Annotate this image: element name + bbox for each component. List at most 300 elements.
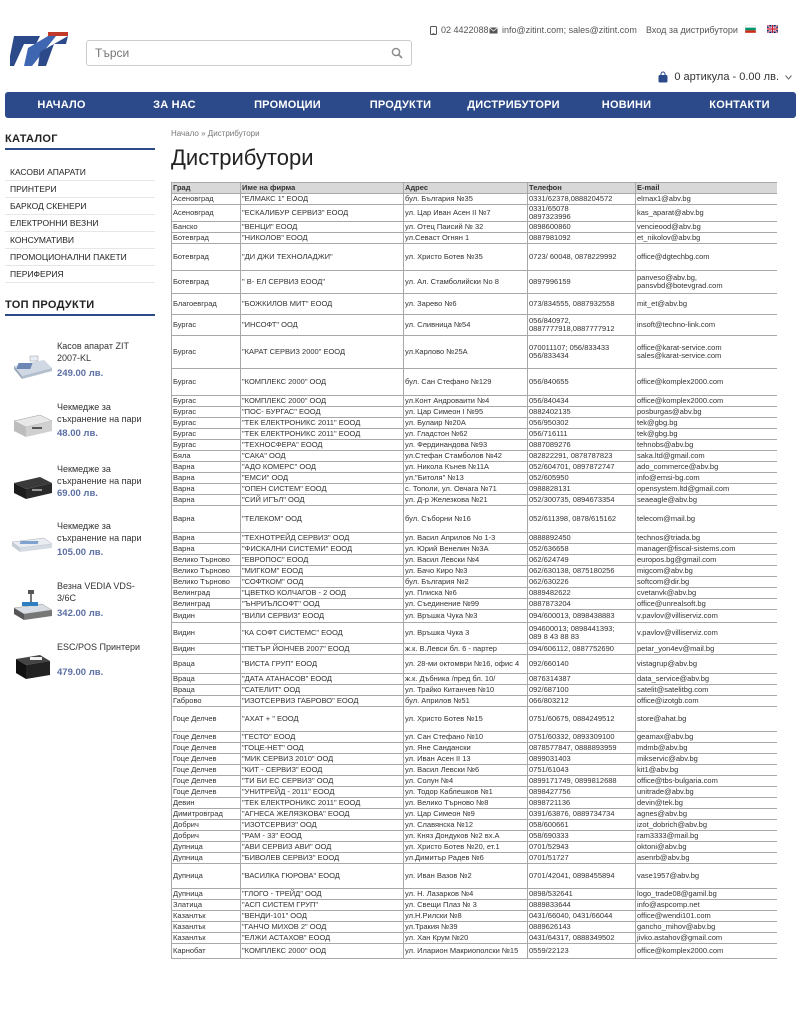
cell-company: "ГОЦЕ-НЕТ" ООД: [241, 743, 403, 753]
product-name[interactable]: ESC/POS Принтери: [57, 642, 141, 652]
cell-address: ул. Яне Сандански: [404, 743, 527, 753]
table-row: [172, 396, 777, 406]
cell-company: "КОМПЛЕКС 2000" ООД: [241, 396, 403, 406]
cell-email[interactable]: geamax@abv.bg: [636, 732, 777, 742]
cell-email[interactable]: panveso@abv.bg, pansvbd@botevgrad.com: [636, 271, 777, 293]
cell-phone: 062/630226: [528, 577, 635, 587]
cell-email[interactable]: office@komplex2000.com: [636, 944, 777, 958]
cell-city: Казанлък: [172, 922, 240, 932]
cart-summary[interactable]: [658, 71, 792, 83]
cell-email[interactable]: mikservic@abv.bg: [636, 754, 777, 764]
cell-phone: 0889833644: [528, 900, 635, 910]
cell-email[interactable]: tek@gbg.bg: [636, 418, 777, 428]
cell-address: ул. Цар Иван Асен II №7: [404, 205, 527, 221]
table-row: [172, 462, 777, 472]
main-navigation: [5, 92, 796, 118]
cell-city: Добрич: [172, 831, 240, 841]
cell-city: Банско: [172, 222, 240, 232]
table-row: [172, 473, 777, 483]
table-row: [172, 864, 777, 888]
cell-address: ул. Плиска №6: [404, 588, 527, 598]
top-products-title: ТОП ПРОДУКТИ: [5, 299, 95, 311]
search-input[interactable]: [87, 41, 377, 65]
nav-about[interactable]: ЗА НАС: [153, 99, 196, 111]
cell-city: Варна: [172, 484, 240, 494]
cell-phone: 0431/66040, 0431/66044: [528, 911, 635, 921]
table-row: [172, 900, 777, 910]
cell-email[interactable]: manager@fiscal-sistems.com: [636, 544, 777, 554]
cell-company: "БОЖКИЛОВ МИТ" ЕООД: [241, 294, 403, 314]
cell-company: "АГНЕСА ЖЕЛЯЗКОВА" ЕООД: [241, 809, 403, 819]
cell-address: ул. Съединение №99: [404, 599, 527, 609]
email-address[interactable]: info@zitint.com; sales@zitint.com: [502, 25, 637, 35]
cell-email[interactable]: saka.ltd@gmail.com: [636, 451, 777, 461]
cell-company: " В- ЕЛ СЕРВИЗ ЕООД": [241, 271, 403, 293]
cell-company: "ТЕХНОСФЕРА" ЕООД: [241, 440, 403, 450]
cell-phone: 0876314387: [528, 674, 635, 684]
cell-company: "ГЛОГО - ТРЕЙД" ООД: [241, 889, 403, 899]
cell-email[interactable]: office@unrealsoft.bg: [636, 599, 777, 609]
cell-phone: 0898721136: [528, 798, 635, 808]
cell-email[interactable]: oktoni@abv.bg: [636, 842, 777, 852]
cell-company: "ЦВЕТКО КОЛЧАГОВ - 2 ООД: [241, 588, 403, 598]
nav-contacts[interactable]: КОНТАКТИ: [709, 99, 770, 111]
category-item[interactable]: ПРИНТЕРИ: [5, 181, 155, 198]
cell-company: "ДАТА АТАНАСОВ" ЕООД: [241, 674, 403, 684]
cell-email[interactable]: asenrb@abv.bg: [636, 853, 777, 863]
cell-address: ул. Сан Стефано №10: [404, 732, 527, 742]
cell-company: "ТЕК ЕЛЕКТРОНИКС 2011" ЕООД: [241, 798, 403, 808]
cell-company: "ПЕТЪР ЙОНЧЕВ 2007" ЕООД: [241, 644, 403, 654]
cell-city: Димитровград: [172, 809, 240, 819]
table-row: [172, 765, 777, 775]
product-name[interactable]: Касов апарат ZIT 2007-KL: [57, 341, 129, 363]
cell-company: "ВИЛИ СЕРВИЗ" ЕООД: [241, 610, 403, 622]
cell-address: ул. Иван Асен II 13: [404, 754, 527, 764]
product-name[interactable]: Чекмедже за съхранение на пари: [57, 464, 142, 486]
cell-company: "ЕСКАЛИБУР СЕРВИЗ" ЕООД: [241, 205, 403, 221]
nav-promotions[interactable]: ПРОМОЦИИ: [254, 99, 321, 111]
cash-drawer-icon[interactable]: [10, 471, 54, 505]
envelope-icon: [489, 27, 498, 34]
cell-company: "САКА" ООД: [241, 451, 403, 461]
table-row: [172, 222, 777, 232]
cell-address: ж.к. В.Левси бл. 6 - партер: [404, 644, 527, 654]
cell-phone: 0391/63876, 0889734734: [528, 809, 635, 819]
product-card[interactable]: [5, 520, 155, 578]
cell-city: Бургас: [172, 369, 240, 395]
cell-phone: 0882402135: [528, 407, 635, 417]
product-name[interactable]: Везна VEDIA VDS-3/6C: [57, 581, 135, 603]
cell-address: ж.к. Дъбника /пред бл. 10/: [404, 674, 527, 684]
cell-phone: 094/600013, 0898438883: [528, 610, 635, 622]
table-row: [172, 369, 777, 395]
cell-email[interactable]: office@komplex2000.com: [636, 396, 777, 406]
cell-company: "АХАТ + " ЕООД: [241, 707, 403, 731]
cell-address: ул. Н. Лазарков №4: [404, 889, 527, 899]
cell-address: ул. Цар Симеон I №95: [404, 407, 527, 417]
distributor-login-label[interactable]: Вход за дистрибутори: [646, 25, 738, 35]
cell-email[interactable]: mdmb@abv.bg: [636, 743, 777, 753]
cell-phone: 0701/52943: [528, 842, 635, 852]
nav-products[interactable]: ПРОДУКТИ: [369, 99, 432, 111]
cell-company: "КАРАТ СЕРВИЗ 2000" ЕООД: [241, 336, 403, 368]
cell-address: ул. 28-ми октомври №16, офис 4: [404, 655, 527, 673]
cell-email[interactable]: satelit@satelitbg.com: [636, 685, 777, 695]
cell-email[interactable]: insoft@techno-link.com: [636, 315, 777, 335]
cell-email[interactable]: technos@triada.bg: [636, 533, 777, 543]
cell-phone: 094600013; 0898441393; 089 8 43 88 83: [528, 623, 635, 643]
cell-email[interactable]: office@komplex2000.com: [636, 369, 777, 395]
table-row: [172, 599, 777, 609]
table-row: [172, 577, 777, 587]
cell-phone: 0887981092: [528, 233, 635, 243]
cell-email[interactable]: office@izotgb.com: [636, 696, 777, 706]
cell-address: ул. Васил Левски №4: [404, 555, 527, 565]
cell-company: "КОМПЛЕКС 2000" ООД: [241, 369, 403, 395]
cell-address: ул. Отец Паисий № 32: [404, 222, 527, 232]
cell-phone: 052/605950: [528, 473, 635, 483]
cell-address: ул. Бачо Киро №3: [404, 566, 527, 576]
cell-address: ул. Цар Симеон №9: [404, 809, 527, 819]
cell-company: "ЕВРОПОС" ЕООД: [241, 555, 403, 565]
cell-address: ул.Карлово №25А: [404, 336, 527, 368]
cell-city: Враца: [172, 674, 240, 684]
cell-company: "ИЗОТСЕРВИЗ" ООД: [241, 820, 403, 830]
cell-email[interactable]: v.pavlov@villiserviz.com: [636, 623, 777, 643]
cell-email[interactable]: seaeagle@abv.bg: [636, 495, 777, 505]
cell-address: ул.Димитър Радев №6: [404, 853, 527, 863]
table-row: [172, 754, 777, 764]
cell-city: Бургас: [172, 336, 240, 368]
cell-company: "КОМПЛЕКС 2000" ООД: [241, 944, 403, 958]
cell-address: ул. Фердинандова №93: [404, 440, 527, 450]
cell-address: ул. Ал. Стамболийски No 8: [404, 271, 527, 293]
cash-register-icon[interactable]: [10, 348, 54, 382]
table-row: [172, 315, 777, 335]
cell-email[interactable]: et_nikolov@abv.bg: [636, 233, 777, 243]
table-row: [172, 555, 777, 565]
cell-email[interactable]: tek@gbg.bg: [636, 429, 777, 439]
cell-phone: 056/840655: [528, 369, 635, 395]
cell-company: "ИНСОФТ" ООД: [241, 315, 403, 335]
table-row: [172, 205, 777, 221]
cell-city: Ботевград: [172, 271, 240, 293]
breadcrumb-current: Дистрибутори: [207, 129, 260, 138]
table-row: [172, 623, 777, 643]
table-row: [172, 294, 777, 314]
cell-phone: 0899031403: [528, 754, 635, 764]
cell-email[interactable]: vencieood@abv.bg: [636, 222, 777, 232]
cell-phone: 0899171749, 0899812688: [528, 776, 635, 786]
category-list: [5, 164, 155, 283]
cell-email[interactable]: logo_trade08@gamil.bg: [636, 889, 777, 899]
table-row: [172, 685, 777, 695]
cell-city: Варна: [172, 495, 240, 505]
cell-city: Бургас: [172, 315, 240, 335]
cell-email[interactable]: kas_aparat@abv.bg: [636, 205, 777, 221]
cell-email[interactable]: info@aspcomp.net: [636, 900, 777, 910]
table-row: [172, 853, 777, 863]
cell-email[interactable]: office@karat-service.com sales@karat-service.com: [636, 336, 777, 368]
cell-company: "ГЕСТО" ЕООД: [241, 732, 403, 742]
table-row: [172, 787, 777, 797]
cell-phone: 066/803212: [528, 696, 635, 706]
cart-text[interactable]: 0 артикула - 0.00 лв.: [674, 71, 779, 83]
cell-email[interactable]: gancho_mihov@abv.bg: [636, 922, 777, 932]
cell-address: ул. Гладстон №62: [404, 429, 527, 439]
product-name[interactable]: Чекмедже за съхранение на пари: [57, 521, 142, 543]
category-item[interactable]: КАСОВИ АПАРАТИ: [5, 164, 155, 181]
cell-city: Видин: [172, 644, 240, 654]
cell-phone: 073/834555, 0887932558: [528, 294, 635, 314]
table-row: [172, 911, 777, 921]
column-header-company: Име на фирма: [241, 183, 403, 193]
cell-email[interactable]: vistagrup@abv.bg: [636, 655, 777, 673]
cell-phone: 0898427756: [528, 787, 635, 797]
cell-email[interactable]: agnes@abv.bg: [636, 809, 777, 819]
cell-city: Девин: [172, 798, 240, 808]
cell-email[interactable]: v.pavlov@villiserviz.com: [636, 610, 777, 622]
table-row: [172, 194, 777, 204]
table-row: [172, 944, 777, 958]
cell-phone: 092/687100: [528, 685, 635, 695]
category-item[interactable]: БАРКОД СКЕНЕРИ: [5, 198, 155, 215]
cell-address: ул. Васил Априлов No 1-3: [404, 533, 527, 543]
cell-company: "НИКОЛОВ" ЕООД: [241, 233, 403, 243]
cell-phone: 0723/ 60048, 0878229992: [528, 244, 635, 270]
cell-city: Дупница: [172, 889, 240, 899]
cell-city: Варна: [172, 462, 240, 472]
email-info: [489, 25, 637, 35]
cell-email[interactable]: posburgas@abv.bg: [636, 407, 777, 417]
product-price: 249.00 лв.: [57, 368, 104, 379]
cell-city: Велико Търново: [172, 566, 240, 576]
cell-address: ул. Свещи Плаз № 3: [404, 900, 527, 910]
table-row: [172, 233, 777, 243]
cell-address: бул. Априлов №51: [404, 696, 527, 706]
cell-phone: 0878577847, 0888893959: [528, 743, 635, 753]
table-row: [172, 544, 777, 554]
cell-email[interactable]: migcom@abv.bg: [636, 566, 777, 576]
cell-address: ул.Стефан Стамболов №42: [404, 451, 527, 461]
cell-email[interactable]: ado_commerce@abv.bg: [636, 462, 777, 472]
cell-email[interactable]: softcom@dir.bg: [636, 577, 777, 587]
nav-home[interactable]: НАЧАЛО: [37, 99, 86, 111]
cell-address: ул. Христо Ботев №15: [404, 707, 527, 731]
cell-address: ул.Конт Андроваити №4: [404, 396, 527, 406]
table-row: [172, 271, 777, 293]
cell-email[interactable]: unitrade@abv.bg: [636, 787, 777, 797]
cell-city: Варна: [172, 533, 240, 543]
column-header-email: E-mail: [636, 183, 777, 193]
category-item[interactable]: ПРОМОЦИОНАЛНИ ПАКЕТИ: [5, 249, 155, 266]
cell-phone: 0897996159: [528, 271, 635, 293]
table-row: [172, 418, 777, 428]
table-row: [172, 889, 777, 899]
table-row: [172, 588, 777, 598]
cell-email[interactable]: petar_yon4ev@mail.bg: [636, 644, 777, 654]
phone-icon: [430, 26, 437, 35]
table-row: [172, 533, 777, 543]
catalog-title: КАТАЛОГ: [5, 133, 58, 145]
product-card[interactable]: [5, 401, 155, 459]
cell-address: ул. Зарево №6: [404, 294, 527, 314]
cell-city: Гоце Делчев: [172, 732, 240, 742]
cell-company: "САТЕЛИТ" ООД: [241, 685, 403, 695]
column-header-city: Град: [172, 183, 240, 193]
cell-email[interactable]: jivko.astahov@gmail.com: [636, 933, 777, 943]
cell-phone: 082822291, 0878787823: [528, 451, 635, 461]
cell-email[interactable]: mit_et@abv.bg: [636, 294, 777, 314]
cell-company: "ЕЛМАКС 1" ЕООД: [241, 194, 403, 204]
cell-address: ул. Сливница №54: [404, 315, 527, 335]
table-row: [172, 922, 777, 932]
product-card[interactable]: [5, 340, 155, 398]
cell-city: Гоце Делчев: [172, 743, 240, 753]
breadcrumb-home-link[interactable]: Начало: [171, 129, 199, 138]
cell-email[interactable]: data_service@abv.bg: [636, 674, 777, 684]
cell-company: "СОФТКОМ" ООД: [241, 577, 403, 587]
distributors-table: [171, 182, 777, 959]
cell-city: Велико Търново: [172, 555, 240, 565]
cell-phone: 0559/22123: [528, 944, 635, 958]
cell-email[interactable]: office@tbs-bulgaria.com: [636, 776, 777, 786]
cell-email[interactable]: kit1@abv.bg: [636, 765, 777, 775]
cell-city: Варна: [172, 506, 240, 532]
cell-company: "ТЕХНОТРЕЙД СЕРВИЗ" ООД: [241, 533, 403, 543]
uk-flag-icon[interactable]: [767, 25, 778, 33]
cell-email[interactable]: store@ahat.bg: [636, 707, 777, 731]
cell-phone: 094/606112, 0887752690: [528, 644, 635, 654]
cell-email[interactable]: office@wendi101.com: [636, 911, 777, 921]
cell-city: Дупница: [172, 853, 240, 863]
cell-city: Карнобат: [172, 944, 240, 958]
cell-email[interactable]: devin@tek.bg: [636, 798, 777, 808]
table-row: [172, 696, 777, 706]
cell-email[interactable]: tehnobs@abv.bg: [636, 440, 777, 450]
cell-company: "КА СОФТ СИСТЕМС" ЕООД: [241, 623, 403, 643]
cash-drawer-icon[interactable]: [10, 528, 54, 562]
table-row: [172, 674, 777, 684]
cell-address: ул. Христо Ботев №35: [404, 244, 527, 270]
cell-company: "ТЕЛЕКОМ" ООД: [241, 506, 403, 532]
search-box: [86, 40, 412, 66]
cell-phone: 0751/60675, 0884249512: [528, 707, 635, 731]
cell-city: Бургас: [172, 396, 240, 406]
cell-email[interactable]: office@dgtechbg.com: [636, 244, 777, 270]
table-row: [172, 820, 777, 830]
product-name[interactable]: Чекмедже за съхранение на пари: [57, 402, 142, 424]
cell-city: Видин: [172, 623, 240, 643]
cell-city: Дупница: [172, 842, 240, 852]
cell-phone: 058/690333: [528, 831, 635, 841]
cell-address: ул. Булаир №20А: [404, 418, 527, 428]
cell-email[interactable]: elmax1@abv.bg: [636, 194, 777, 204]
table-row: [172, 407, 777, 417]
table-row: [172, 336, 777, 368]
cell-email[interactable]: cvetanvk@abv.bg: [636, 588, 777, 598]
cell-phone: 0888892450: [528, 533, 635, 543]
top-products-divider: [5, 314, 155, 316]
table-row: [172, 776, 777, 786]
cell-city: Гоце Делчев: [172, 754, 240, 764]
cell-company: "АВИ СЕРВИЗ АВИ" ООД: [241, 842, 403, 852]
table-row: [172, 798, 777, 808]
chevron-down-icon[interactable]: [785, 75, 792, 80]
product-card[interactable]: [5, 641, 155, 699]
nav-news[interactable]: НОВИНИ: [601, 99, 652, 111]
printer-icon[interactable]: [10, 649, 54, 683]
product-card[interactable]: [5, 463, 155, 521]
cell-phone: 0988828131: [528, 484, 635, 494]
scale-icon[interactable]: [10, 588, 54, 622]
cell-company: "АДО КОМЕРС" ООД: [241, 462, 403, 472]
category-item[interactable]: КОНСУМАТИВИ: [5, 232, 155, 249]
cell-company: "ВЕНЦИ" ЕООД: [241, 222, 403, 232]
cell-city: Враца: [172, 685, 240, 695]
zit-logo[interactable]: [10, 30, 70, 72]
cell-email[interactable]: info@emsi-bg.com: [636, 473, 777, 483]
nav-distributors[interactable]: ДИСТРИБУТОРИ: [467, 99, 560, 111]
cell-email[interactable]: europos.bg@gmail.com: [636, 555, 777, 565]
cell-email[interactable]: izot_dobrich@abv.bg: [636, 820, 777, 830]
bulgarian-flag-icon[interactable]: [745, 25, 756, 33]
cell-company: "ТЕК ЕЛЕКТРОНИКС 2011" ЕООД: [241, 418, 403, 428]
cash-drawer-icon[interactable]: [10, 409, 54, 443]
cell-email[interactable]: opensystem.ltd@gmail.com: [636, 484, 777, 494]
cell-address: ул.Тракия №39: [404, 922, 527, 932]
cell-city: Враца: [172, 655, 240, 673]
cell-city: Казанлък: [172, 911, 240, 921]
product-card[interactable]: [5, 580, 155, 638]
cell-city: Асеновград: [172, 194, 240, 204]
cell-address: ул. Д-р Железкова №21: [404, 495, 527, 505]
cell-phone: 0887089276: [528, 440, 635, 450]
table-row: [172, 831, 777, 841]
cell-company: "ПОС- БУРГАС" ЕООД: [241, 407, 403, 417]
catalog-divider: [5, 148, 155, 150]
cell-phone: 052/300735, 0894673354: [528, 495, 635, 505]
cell-city: Велинград: [172, 599, 240, 609]
cell-phone: 0701/51727: [528, 853, 635, 863]
cell-phone: 0431/64317, 0888349502: [528, 933, 635, 943]
cell-address: ул. Тодор Каблешков №1: [404, 787, 527, 797]
cell-address: ул. Никола Кънев №11А: [404, 462, 527, 472]
cell-phone: 0701/42041, 0898455894: [528, 864, 635, 888]
cell-phone: 0331/62378,0888204572: [528, 194, 635, 204]
table-row: [172, 644, 777, 654]
cell-city: Бургас: [172, 407, 240, 417]
column-header-address: Адрес: [404, 183, 527, 193]
cell-city: Ботевград: [172, 244, 240, 270]
cell-phone: 0331/65078 0897323996: [528, 205, 635, 221]
table-row: [172, 440, 777, 450]
cell-email[interactable]: telecom@mail.bg: [636, 506, 777, 532]
category-item[interactable]: ПЕРИФЕРИЯ: [5, 266, 155, 283]
cell-phone: 056/840972, 0887777918,0887777912: [528, 315, 635, 335]
search-icon[interactable]: [391, 47, 403, 59]
cell-city: Златица: [172, 900, 240, 910]
cell-address: бул. България №35: [404, 194, 527, 204]
cell-email[interactable]: vase1957@abv.bg: [636, 864, 777, 888]
cell-company: "МИГКОМ" ЕООД: [241, 566, 403, 576]
distributor-login-link[interactable]: [646, 25, 738, 35]
column-header-phone: Телефон: [528, 183, 635, 193]
cell-email[interactable]: ram3333@mail.bg: [636, 831, 777, 841]
category-item[interactable]: ЕЛЕКТРОННИ ВЕЗНИ: [5, 215, 155, 232]
cell-phone: 0751/61043: [528, 765, 635, 775]
